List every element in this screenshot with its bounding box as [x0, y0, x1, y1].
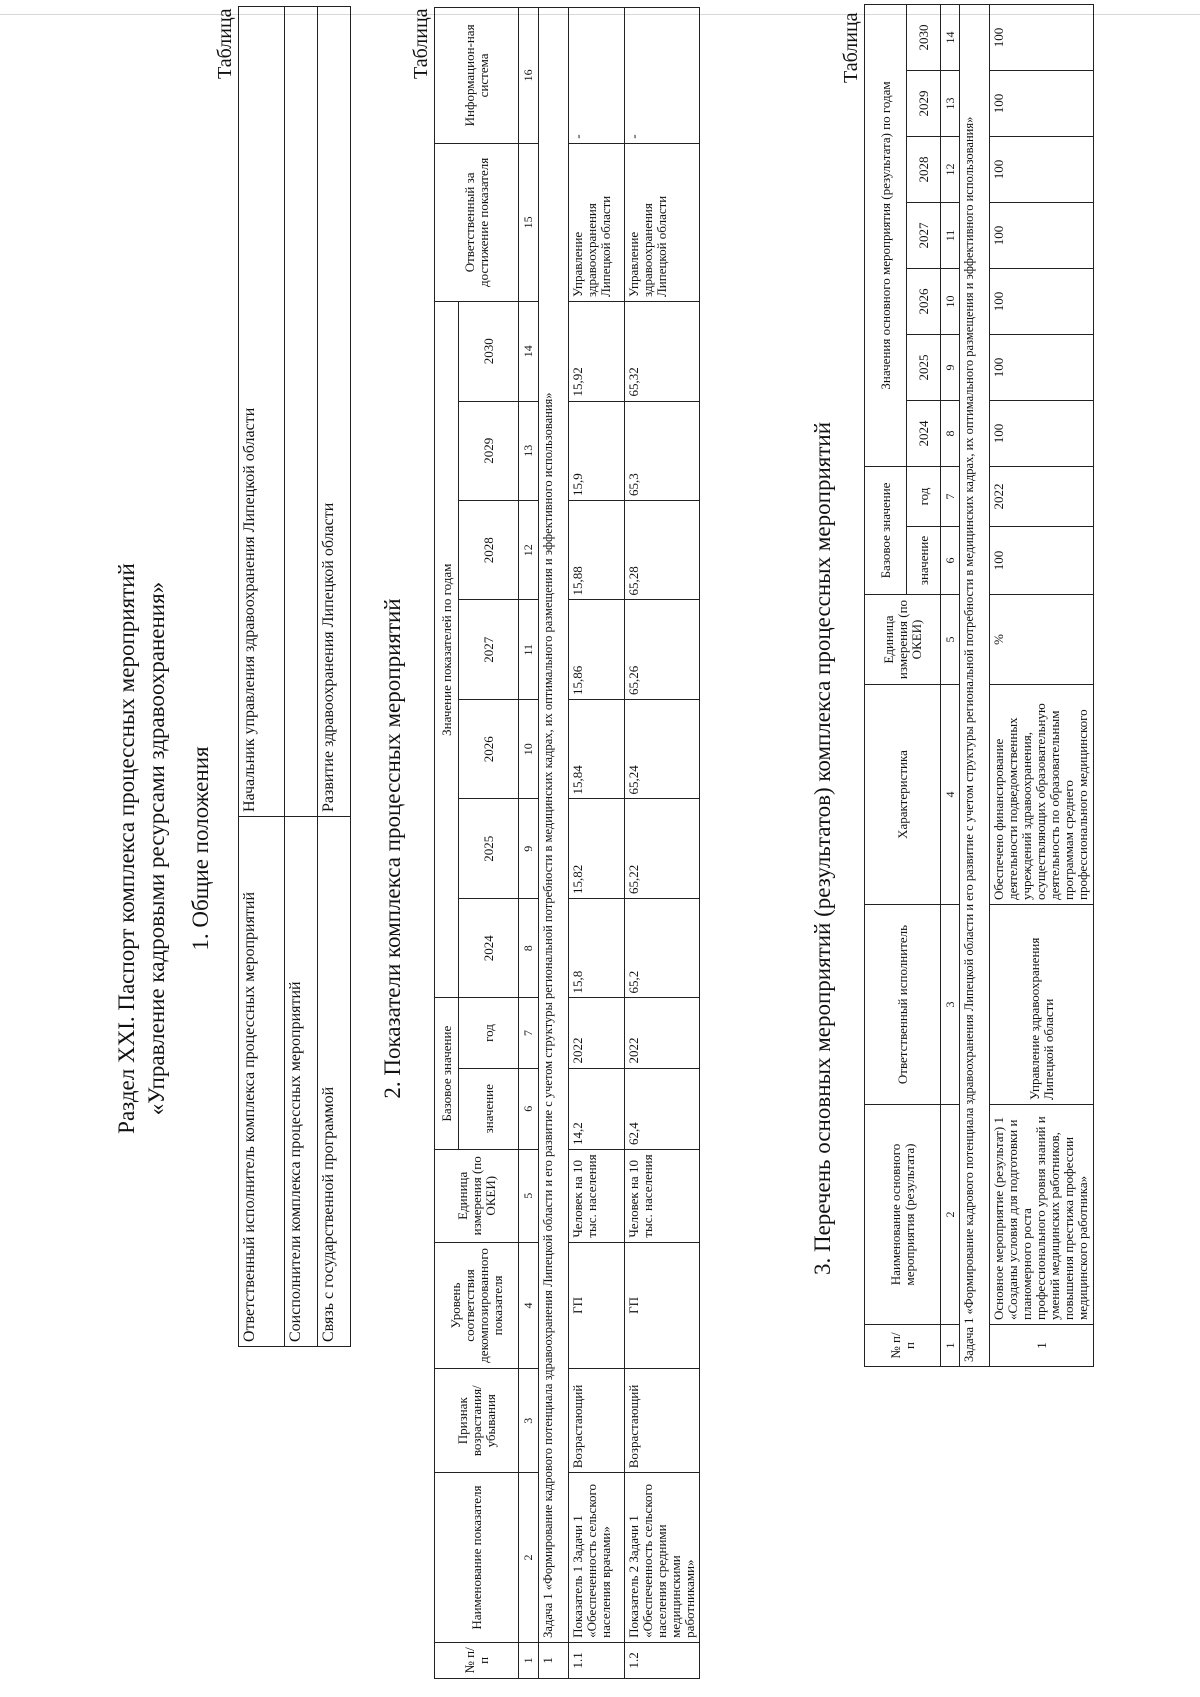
col-header-base-value: значение [907, 527, 941, 595]
info-system: - [569, 8, 625, 144]
col-number: 13 [519, 401, 539, 500]
col-number: 10 [941, 268, 960, 334]
table-row [239, 7, 285, 1347]
col-header-system: Информацион-ная система [435, 8, 519, 144]
col-header-year: 2028 [459, 501, 519, 600]
col-number: 4 [941, 685, 960, 905]
col-header-year: 2029 [459, 401, 519, 500]
table-cell-value [285, 7, 318, 817]
col-header-year: 2027 [459, 600, 519, 699]
year-value: 15,92 [569, 302, 625, 402]
indicator-name: Показатель 2 Задачи 1 «Обеспеченность сельского населения средними медицинскими работниками» [625, 1473, 700, 1643]
table-row [285, 7, 318, 1347]
title-line-1: Раздел XXI. Паспорт комплекса процессных мероприятий [114, 563, 139, 1134]
col-header-unit: Единица измерения (по ОКЕИ) [435, 1149, 519, 1242]
year-value: 100 [990, 4, 1094, 70]
col-number: 8 [941, 400, 960, 466]
year-value: 15,8 [569, 898, 625, 997]
year-value: 15,84 [569, 699, 625, 798]
col-header-base: Базовое значение [435, 998, 459, 1150]
table-header-row [435, 8, 459, 1679]
general-info-table [238, 6, 351, 1347]
year-value: 65,22 [625, 799, 700, 898]
col-header-year: 2030 [907, 4, 941, 70]
section3-table-caption: Таблица [840, 12, 862, 83]
task-description: Задача 1 «Формирование кадрового потенциала здравоохранения Липецкой области и его развитие с учетом структуры региональной потребности в медицинских кадрах, их оптимального размещения и эффективного использования» [539, 8, 569, 1643]
indicator-unit: Человек на 10 тыс. населения [625, 1149, 700, 1242]
task-num: 1 [539, 1642, 569, 1678]
column-numbers-row [941, 4, 960, 1366]
col-number: 3 [519, 1369, 539, 1473]
responsible: Управление здравоохранения Липецкой области [625, 143, 700, 301]
col-number: 2 [941, 1105, 960, 1325]
col-number: 2 [519, 1473, 539, 1643]
table-row [990, 4, 1094, 1366]
col-header-base-value: значение [459, 1068, 519, 1149]
col-header-year: 2024 [459, 898, 519, 997]
col-number: 16 [519, 8, 539, 144]
document-title [112, 0, 172, 1697]
base-value: 100 [990, 527, 1094, 595]
col-number: 11 [519, 600, 539, 699]
col-number: 10 [519, 699, 539, 798]
col-header-year: 2026 [459, 699, 519, 798]
measure-name: Основное мероприятие (результат) 1 «Созданы условия для подготовки и планомерного роста профессионального уровня знаний и умений медицинских работников, повышения престижа профессии медицинского работника» [990, 1105, 1094, 1325]
col-header-name: Наименование основного мероприятия (результата) [865, 1105, 941, 1325]
col-number: 6 [519, 1068, 539, 1149]
table-cell-value: Развитие здравоохранения Липецкой области [318, 7, 351, 817]
col-number: 8 [519, 898, 539, 997]
year-value: 100 [990, 400, 1094, 466]
year-value: 15,88 [569, 501, 625, 600]
col-number: 1 [519, 1642, 539, 1678]
column-numbers-row [519, 8, 539, 1679]
col-header-base-year: год [459, 998, 519, 1068]
col-number: 13 [941, 70, 960, 136]
col-header-year: 2030 [459, 302, 519, 402]
col-header-num: № п/п [865, 1325, 941, 1367]
col-number: 14 [941, 4, 960, 70]
col-header-base: Базовое значение [865, 466, 907, 594]
col-header-year: 2028 [907, 136, 941, 202]
measures-table [864, 4, 1094, 1367]
indicator-level: ГП [569, 1242, 625, 1369]
measure-unit: % [990, 595, 1094, 685]
year-value: 100 [990, 136, 1094, 202]
year-value: 100 [990, 334, 1094, 400]
col-number: 5 [519, 1149, 539, 1242]
year-value: 15,82 [569, 799, 625, 898]
col-number: 4 [519, 1242, 539, 1369]
section1-table-caption: Таблица [214, 8, 236, 79]
table-row [625, 8, 700, 1679]
col-header-year: 2026 [907, 268, 941, 334]
year-value: 65,3 [625, 401, 700, 500]
col-number: 12 [941, 136, 960, 202]
col-number: 6 [941, 527, 960, 595]
section2-table-caption: Таблица [410, 8, 432, 79]
col-number: 7 [941, 466, 960, 526]
col-header-responsible: Ответственный за достижение показателя [435, 143, 519, 301]
col-number: 15 [519, 143, 539, 301]
indicator-trend: Возрастающий [569, 1369, 625, 1473]
col-header-year: 2027 [907, 202, 941, 268]
col-header-year: 2029 [907, 70, 941, 136]
col-header-unit: Единица измерения (по ОКЕИ) [865, 595, 941, 685]
indicators-table [434, 7, 700, 1679]
col-header-years-group: Значение показателей по годам [435, 302, 459, 998]
measure-executor: Управление здравоохранения Липецкой области [990, 905, 1094, 1105]
table-header-row [865, 4, 907, 1366]
info-system: - [625, 8, 700, 144]
indicator-level: ГП [625, 1242, 700, 1369]
measure-characteristic: Обеспечено финансирование деятельности подведомственных учреждений здравоохранения, осуществляющих образовательную деятельность по образовательным программам среднего профессионального медицинского [990, 685, 1094, 905]
col-number: 7 [519, 998, 539, 1068]
base-value: 14,2 [569, 1068, 625, 1149]
col-header-trend: Признак возрастания/ убывания [435, 1369, 519, 1473]
task-row [539, 8, 569, 1679]
col-header-characteristic: Характеристика [865, 685, 941, 905]
col-number: 1 [941, 1325, 960, 1367]
col-header-level: Уровень соответствия декомпозированного показателя [435, 1242, 519, 1369]
year-value: 100 [990, 202, 1094, 268]
base-year: 2022 [990, 466, 1094, 526]
base-value: 62,4 [625, 1068, 700, 1149]
table-cell-label: Соисполнители комплекса процессных мероприятий [285, 817, 318, 1347]
year-value: 65,2 [625, 898, 700, 997]
col-header-years-group: Значения основного мероприятия (результата) по годам [865, 4, 907, 466]
indicator-unit: Человек на 10 тыс. населения [569, 1149, 625, 1242]
section2-heading: 2. Показатели комплекса процессных мероприятий [380, 598, 405, 1099]
col-number: 9 [519, 799, 539, 898]
col-number: 12 [519, 501, 539, 600]
table-cell-label: Связь с государственной программой [318, 817, 351, 1347]
col-header-name: Наименование показателя [435, 1473, 519, 1643]
col-header-num: № п/п [435, 1642, 519, 1678]
table-cell-label: Ответственный исполнитель комплекса процессных мероприятий [239, 817, 285, 1347]
year-value: 65,26 [625, 600, 700, 699]
base-year: 2022 [569, 998, 625, 1068]
year-value: 65,24 [625, 699, 700, 798]
responsible: Управление здравоохранения Липецкой области [569, 143, 625, 301]
year-value: 65,28 [625, 501, 700, 600]
col-number: 14 [519, 302, 539, 402]
task-description: Задача 1 «Формирование кадрового потенциала здравоохранения Липецкой области и его развитие с учетом структуры региональной потребности в медицинских кадрах, их оптимального размещения и эффективного использования» [960, 4, 990, 1366]
year-value: 15,9 [569, 401, 625, 500]
year-value: 100 [990, 70, 1094, 136]
task-row [960, 4, 990, 1366]
section1-heading: 1. Общие положения [188, 746, 213, 951]
section3-heading: 3. Перечень основных мероприятий (результатов) комплекса процессных мероприятий [810, 421, 835, 1276]
col-header-executor: Ответственный исполнитель [865, 905, 941, 1105]
col-number: 3 [941, 905, 960, 1105]
row-num: 1 [990, 1325, 1094, 1367]
table-cell-value: Начальник управления здравоохранения Липецкой области [239, 7, 285, 817]
col-header-year: 2025 [907, 334, 941, 400]
row-num: 1.1 [569, 1642, 625, 1678]
table-row [569, 8, 625, 1679]
col-number: 11 [941, 202, 960, 268]
table-row [318, 7, 351, 1347]
title-line-2: «Управление кадровыми ресурсами здравоохранения» [144, 581, 169, 1116]
col-header-year: 2024 [907, 400, 941, 466]
indicator-name: Показатель 1 Задачи 1 «Обеспеченность сельского населения врачами» [569, 1473, 625, 1643]
col-number: 9 [941, 334, 960, 400]
col-number: 5 [941, 595, 960, 685]
year-value: 100 [990, 268, 1094, 334]
indicator-trend: Возрастающий [625, 1369, 700, 1473]
col-header-year: 2025 [459, 799, 519, 898]
base-year: 2022 [625, 998, 700, 1068]
year-value: 15,86 [569, 600, 625, 699]
year-value: 65,32 [625, 302, 700, 402]
col-header-base-year: год [907, 466, 941, 526]
row-num: 1.2 [625, 1642, 700, 1678]
